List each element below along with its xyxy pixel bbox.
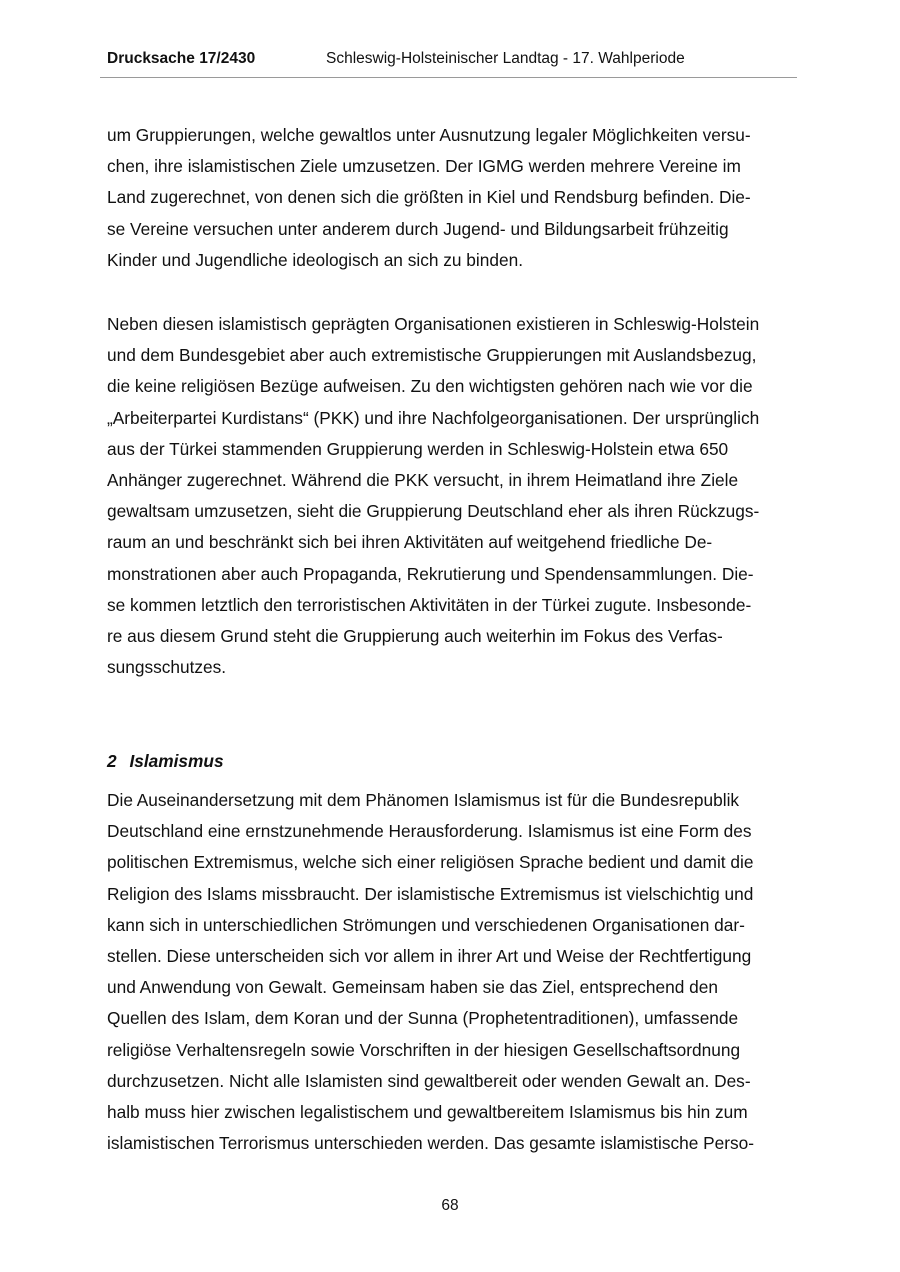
text-line: und Anwendung von Gewalt. Gemeinsam haben sie das Ziel, entsprechend den — [107, 977, 718, 998]
text-line: re aus diesem Grund steht die Gruppierung auch weiterhin im Fokus des Verfas- — [107, 625, 723, 646]
text-line: se Vereine versuchen unter anderem durch Jugend- und Bildungsarbeit frühzeitig — [107, 218, 729, 239]
text-line: „Arbeiterpartei Kurdistans“ (PKK) und ihre Nachfolgeorganisationen. Der ursprünglich — [107, 407, 760, 428]
text-line: religiöse Verhaltensregeln sowie Vorschriften in der hiesigen Gesellschaftsordnung — [107, 1039, 741, 1060]
text-line: raum an und beschränkt sich bei ihren Aktivitäten auf weitgehend friedliche De- — [107, 532, 713, 553]
text-line: durchzusetzen. Nicht alle Islamisten sind gewaltbereit oder wenden Gewalt an. Des- — [107, 1070, 751, 1091]
text-line: aus der Türkei stammenden Gruppierung werden in Schleswig-Holstein etwa 650 — [107, 438, 729, 459]
text-line: gewaltsam umzusetzen, sieht die Gruppierung Deutschland eher als ihren Rückzugs- — [107, 501, 760, 522]
text-line: stellen. Diese unterscheiden sich vor allem in ihrer Art und Weise der Rechtfertigung — [107, 945, 752, 966]
document-number: Drucksache 17/2430 — [107, 50, 256, 67]
text-line: Anhänger zugerechnet. Während die PKK versucht, in ihrem Heimatland ihre Ziele — [107, 469, 739, 490]
text-line: Kinder und Jugendliche ideologisch an sich zu binden. — [107, 249, 523, 270]
page-number: 68 — [441, 1197, 459, 1214]
text-line: Neben diesen islamistisch geprägten Organisationen existieren in Schleswig-Holstein — [107, 314, 760, 334]
section-title: Islamismus — [129, 751, 224, 771]
text-line: halb muss hier zwischen legalistischem und gewaltbereitem Islamismus bis hin zum — [107, 1101, 748, 1122]
paragraph-islamismus — [107, 785, 807, 1159]
section-number: 2 — [107, 751, 117, 771]
text-line: Die Auseinandersetzung mit dem Phänomen Islamismus ist für die Bundesrepublik — [107, 790, 740, 810]
text-line: die keine religiösen Bezüge aufweisen. Zu den wichtigsten gehören nach wie vor die — [107, 376, 753, 397]
page-header — [107, 50, 797, 74]
text-line: um Gruppierungen, welche gewaltlos unter Ausnutzung legaler Möglichkeiten versu- — [107, 125, 751, 145]
paragraph-igmg — [107, 120, 807, 276]
text-line: sungsschutzes. — [107, 657, 227, 678]
section-heading — [107, 746, 224, 777]
text-line: Deutschland eine ernstzunehmende Herausforderung. Islamismus ist eine Form des — [107, 821, 752, 842]
text-line: politischen Extremismus, welche sich einer religiösen Sprache bedient und damit die — [107, 852, 754, 873]
text-line: Religion des Islams missbraucht. Der islamistische Extremismus ist vielschichtig und — [107, 883, 754, 904]
text-line: Land zugerechnet, von denen sich die größten in Kiel und Rendsburg befinden. Die- — [107, 187, 751, 208]
text-line: Quellen des Islam, dem Koran und der Sunna (Prophetentraditionen), umfassende — [107, 1008, 739, 1029]
text-line: kann sich in unterschiedlichen Strömungen und verschiedenen Organisationen dar- — [107, 914, 745, 935]
document-title: Schleswig-Holsteinischer Landtag - 17. Wahlperiode — [326, 50, 685, 67]
text-line: und dem Bundesgebiet aber auch extremistische Gruppierungen mit Auslandsbezug, — [107, 345, 757, 366]
header-divider — [100, 77, 797, 78]
text-line: chen, ihre islamistischen Ziele umzusetzen. Der IGMG werden mehrere Vereine im — [107, 156, 741, 177]
text-line: monstrationen aber auch Propaganda, Rekrutierung und Spendensammlungen. Die- — [107, 563, 754, 584]
text-line: se kommen letztlich den terroristischen Aktivitäten in der Türkei zugute. Insbesonde- — [107, 594, 752, 615]
paragraph-pkk — [107, 309, 807, 683]
text-line: islamistischen Terrorismus unterschieden werden. Das gesamte islamistische Perso- — [107, 1133, 755, 1154]
